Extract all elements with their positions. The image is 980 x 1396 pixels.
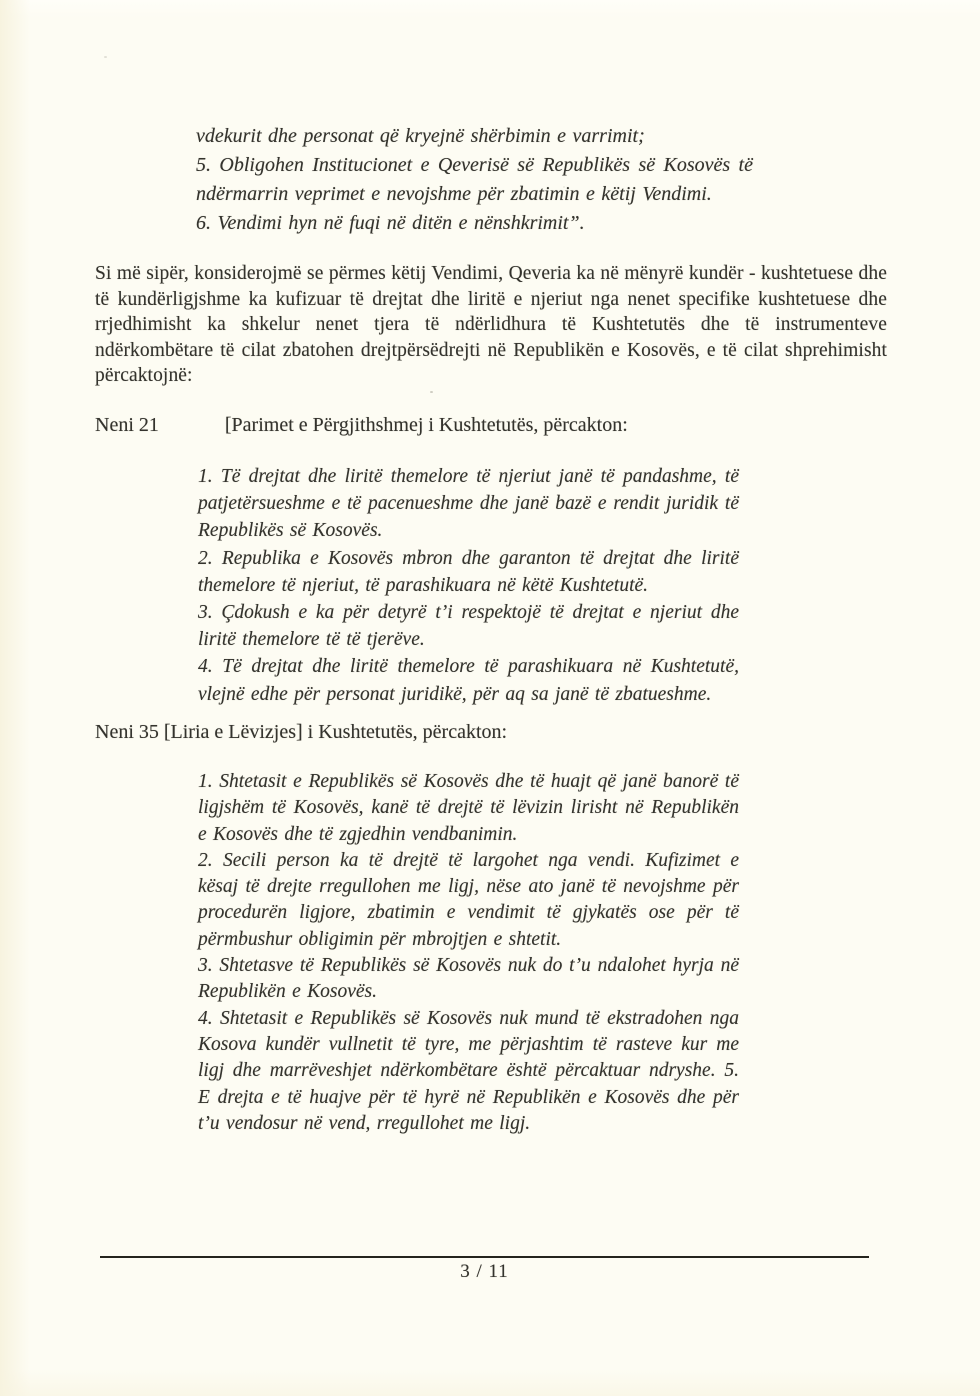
section-heading-neni-35	[95, 721, 507, 744]
excerpt-line: 6. Vendimi hyn në fuqi në ditën e nënshkrimit”.	[196, 212, 585, 234]
argument-paragraph: Si më sipër, konsiderojmë se përmes këtij Vendimi, Qeveria ka në mënyrë kundër - kushtetuese dhe të kundërligjshme ka kufizuar të drejtat dhe liritë e njeriut nga nenet specifike kushtetuese dhe rrjedhimisht ka shkelur nenet tjera të ndërlidhura të Kushtetutës dhe të instrumenteve ndërkombëtare të cilat zbatohen drejtpërsëdrejti në Republikën e Kosovës, e të cilat shprehimisht përcaktojnë:	[95, 263, 887, 387]
quoted-item: 3. Shtetasve të Republikës së Kosovës nuk do t’u ndalohet hyrja në Republikën e Kosovës.	[198, 955, 739, 1003]
quoted-item: 1. Shtetasit e Republikës së Kosovës dhe të huajt që janë banorë të ligjshëm të Kosovës, kanë të drejtë të lëvizin lirisht në Republikën e Kosovës dhe të zgjedhin vendbanimin.	[198, 771, 739, 845]
article-number: Neni 21	[95, 414, 159, 436]
quoted-item: 1. Të drejtat dhe liritë themelore të njeriut janë të pandashme, të patjetërsueshme e të pacenueshme dhe janë bazë e rendit juridik të Republikës së Kosovës.	[198, 466, 739, 542]
article-title: [Parimet e Përgjithshmej i Kushtetutës, përcakton:	[224, 414, 628, 436]
neni-21-quoted-items	[198, 463, 739, 708]
quoted-item: 4. Shtetasit e Republikës së Kosovës nuk mund të ekstradohen nga Kosova kundër vullnetit të tyre, me përjashtim të rasteve kur me ligj dhe marrëveshjet ndërkombëtare është përcaktuar ndryshe. 5. E drejta e të huajve për të hyrë në Republikën e Kosovës dhe për t’u vendosur në vend, rregullohet me ligj.	[198, 1007, 739, 1134]
section-heading-neni-21	[95, 414, 628, 437]
neni-35-quoted-items	[198, 769, 739, 1137]
quoted-item: 4. Të drejtat dhe liritë themelore të parashikuara në Kushtetutë, vlejnë edhe për personat juridikë, për aq sa janë të zbatueshme.	[198, 656, 739, 705]
footer-divider	[100, 1256, 869, 1258]
scan-speckle	[563, 186, 565, 188]
quoted-decision-excerpt	[196, 122, 753, 238]
quoted-item: 3. Çdokush e ka për detyrë t’i respektojë të drejtat e njeriut dhe liritë themelore të të tjerëve.	[198, 602, 739, 651]
scan-speckle	[430, 391, 433, 393]
page-number: 3 / 11	[460, 1261, 509, 1282]
excerpt-line: vdekurit dhe personat që kryejnë shërbimin e varrimit;	[196, 125, 645, 147]
quoted-item: 2. Secili person ka të drejtë të largohet nga vendi. Kufizimet e kësaj të drejte rregullohen me ligj, nëse ato janë të nevojshme për procedurën ligjore, zbatimin e vendimit të gjykatës ose për të përmbushur obligimin për mbrojtjen e shtetit.	[198, 849, 739, 950]
scan-speckle	[104, 56, 107, 58]
article-heading: Neni 35 [Liria e Lëvizjes] i Kushtetutës, përcakton:	[95, 721, 508, 743]
excerpt-line: 5. Obligohen Institucionet e Qeverisë së Republikës së Kosovës të ndërmarrin veprimet e nevojshme për zbatimin e këtij Vendimi.	[196, 154, 753, 205]
quoted-item: 2. Republika e Kosovës mbron dhe garanton të drejtat dhe liritë themelore të njeriut, të parashikuara në këtë Kushtetutë.	[198, 547, 739, 596]
